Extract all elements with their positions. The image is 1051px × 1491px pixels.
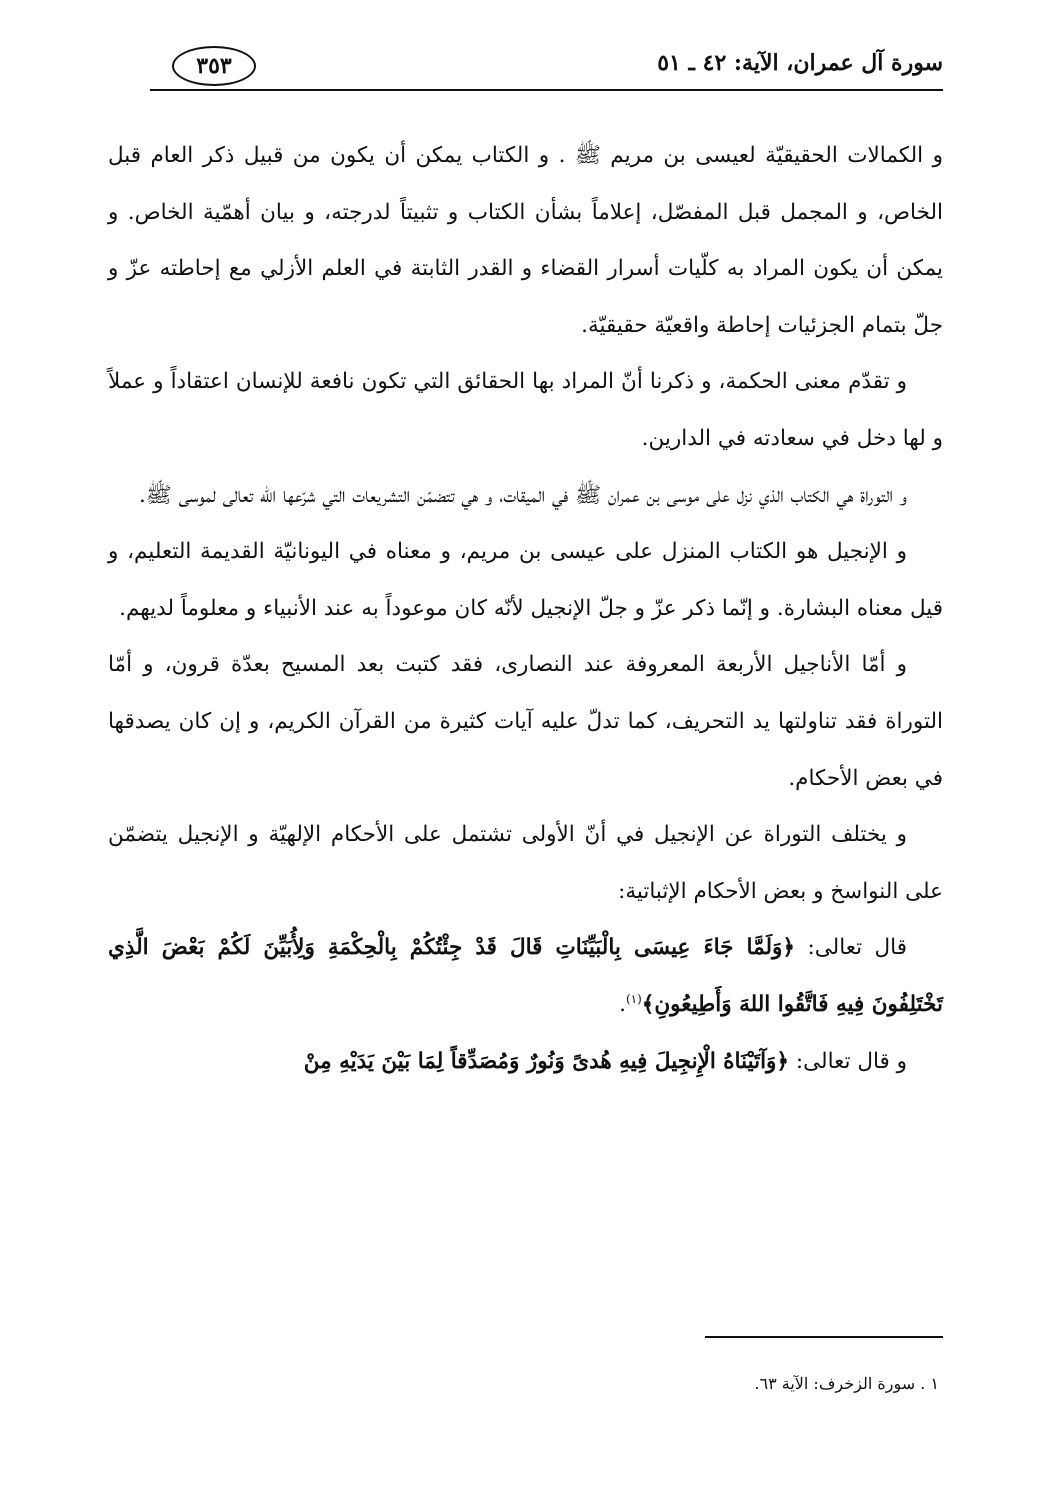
paragraph-1: و الكمالات الحقيقيّة لعيسى بن مريم ﷺ . و الكتاب يمكن أن يكون من قبيل ذكر العام قبل الخاص، و المجمل قبل المفصّل، إعلاماً بشأن الكتاب و تثبيتاً لدرجته، و بيان أهمّية الخاص. و يمكن أن يكون المراد به كلّيات أسرار القضاء و القدر الثابتة في العلم الأزلي مع إحاطته عزّ و جلّ بتمام الجزئيات إحاطة واقعيّة حقيقيّة.	[108, 143, 943, 338]
quran-quote-2	[108, 1034, 943, 1091]
footnote-reference[interactable]: (١)	[625, 991, 642, 1006]
footnote-rule	[705, 1336, 943, 1338]
body-text	[108, 128, 943, 1090]
quran-verse: ﴿وَآتَيْنَاهُ الْإِنجِيلَ فِيهِ هُدىً وَنُورٌ وَمُصَدِّقاً لِمَا بَيْنَ يَدَيْهِ مِنْ	[303, 1048, 790, 1074]
header-rule	[150, 89, 943, 91]
footnote: ١ . سورة الزخرف: الآية ٦٣.	[754, 1374, 939, 1393]
quran-quote-1	[108, 920, 943, 1033]
quote-end: .	[619, 991, 626, 1017]
paragraph-4: و الإنجيل هو الكتاب المنزل على عيسى بن مريم، و معناه في اليونانيّة القديمة التعليم، و قيل معناه البشارة. و إنّما ذكر عزّ و جلّ الإنجيل لأنّه كان موعوداً به عند الأنبياء و معلوماً لديهم.	[108, 539, 943, 621]
running-header	[150, 46, 943, 90]
quote-intro: قال تعالى:	[795, 935, 908, 961]
page-number: ٣٥٣	[172, 46, 256, 86]
paragraph-2: و تقدّم معنى الحكمة، و ذكرنا أنّ المراد بها الحقائق التي تكون نافعة للإنسان اعتقاداً و عملاً و لها دخل في سعادته في الدارين.	[108, 369, 943, 451]
header-title: سورة آل عمران، الآية: ٤٢ ـ ٥١	[657, 50, 943, 76]
paragraph-5: و أمّا الأناجيل الأربعة المعروفة عند النصارى، فقد كتبت بعد المسيح بعدّة قرون، و أمّا التوراة فقد تناولتها يد التحريف، كما تدلّ عليه آيات كثيرة من القرآن الكريم، و إن كان يصدقها في بعض الأحكام.	[108, 652, 943, 791]
quran-verse: ﴿وَلَمَّا جَاءَ عِيسَى بِالْبَيِّنَاتِ قَالَ قَدْ جِئْتُكُمْ بِالْحِكْمَةِ وَلِأُبَيِّنَ لَكُمْ بَعْضَ الَّذِي تَخْتَلِفُونَ فِيهِ فَاتَّقُوا اللهَ وَأَطِيعُونِ﴾	[108, 935, 943, 1017]
paragraph-3: و التوراة هي الكتاب الذي نزل على موسى بن عمران ﷺ في الميقات، و هي تتضمّن التشريعات التي شرّعها الله تعالى لموسى ﷺ.	[138, 482, 907, 508]
quote-intro: و قال تعالى:	[789, 1048, 907, 1074]
paragraph-6: و يختلف التوراة عن الإنجيل في أنّ الأولى تشتمل على الأحكام الإلهيّة و الإنجيل يتضمّن على النواسخ و بعض الأحكام الإثباتية:	[108, 822, 943, 904]
